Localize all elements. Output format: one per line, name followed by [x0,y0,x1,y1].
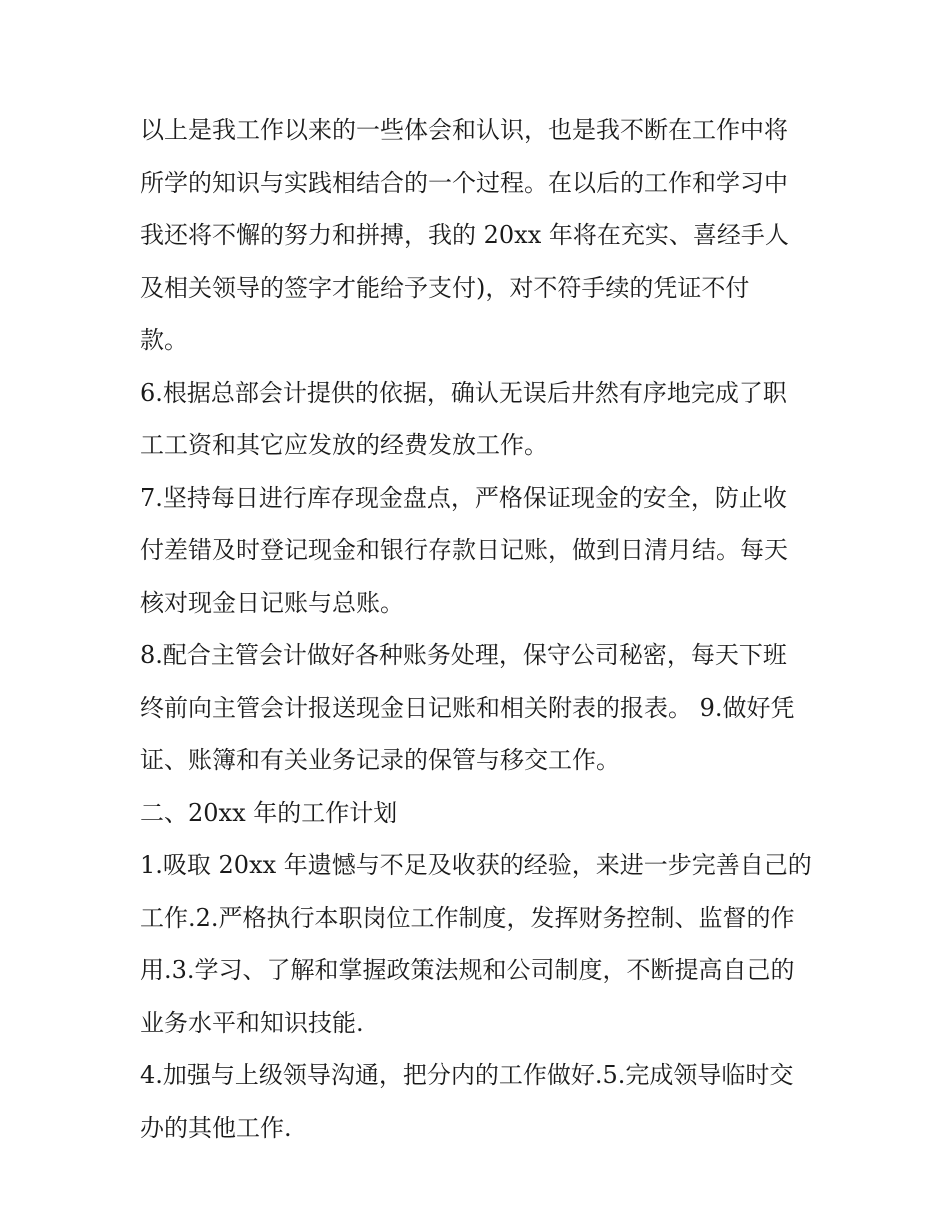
text-line: 7.坚持每日进行库存现金盘点，严格保证现金的安全，防止收 [140,483,787,512]
text-line: 8.配合主管会计做好各种账务处理，保守公司秘密，每天下班 [140,641,787,669]
text-line: 我还将不懈的努力和拼搏，我的 20xx 年将在充实、喜经手人 [140,221,789,249]
text-line: 证、账簿和有关业务记录的保管与移交工作。 [140,746,620,774]
text-line: 及相关领导的签字才能给予支付)，对不符手续的凭证不付 [140,273,750,302]
text-line: 4.加强与上级领导沟通，把分内的工作做好.5.完成领导临时交 [140,1061,794,1089]
document-body [140,104,820,1154]
text-line: 终前向主管会计报送现金日记账和相关附表的报表。 9.做好凭 [140,693,795,722]
text-line: 所学的知识与实践相结合的一个过程。在以后的工作和学习中 [140,168,788,197]
text-line: 业务水平和知识技能. [140,1008,364,1037]
text-line: 款。 [140,326,188,354]
text-line: 1.吸取 20xx 年遗憾与不足及收获的经验，来进一步完善自己的 [140,851,812,879]
text-line: 付差错及时登记现金和银行存款日记账，做到日清月结。每天 [140,536,788,564]
text-line: 6.根据总部会计提供的依据，确认无误后井然有序地完成了职 [140,378,787,407]
text-line: 办的其他工作. [140,1113,292,1142]
text-line: 以上是我工作以来的一些体会和认识，也是我不断在工作中将 [140,116,788,144]
text-line: 核对现金日记账与总账。 [140,588,404,617]
text-line: 用.3.学习、了解和掌握政策法规和公司制度，不断提高自己的 [140,956,795,984]
text-line: 工作.2.严格执行本职岗位工作制度，发挥财务控制、监督的作 [140,903,795,932]
text-line: 工工资和其它应发放的经费发放工作。 [140,431,548,459]
section-heading: 二、20xx 年的工作计划 [140,798,398,827]
